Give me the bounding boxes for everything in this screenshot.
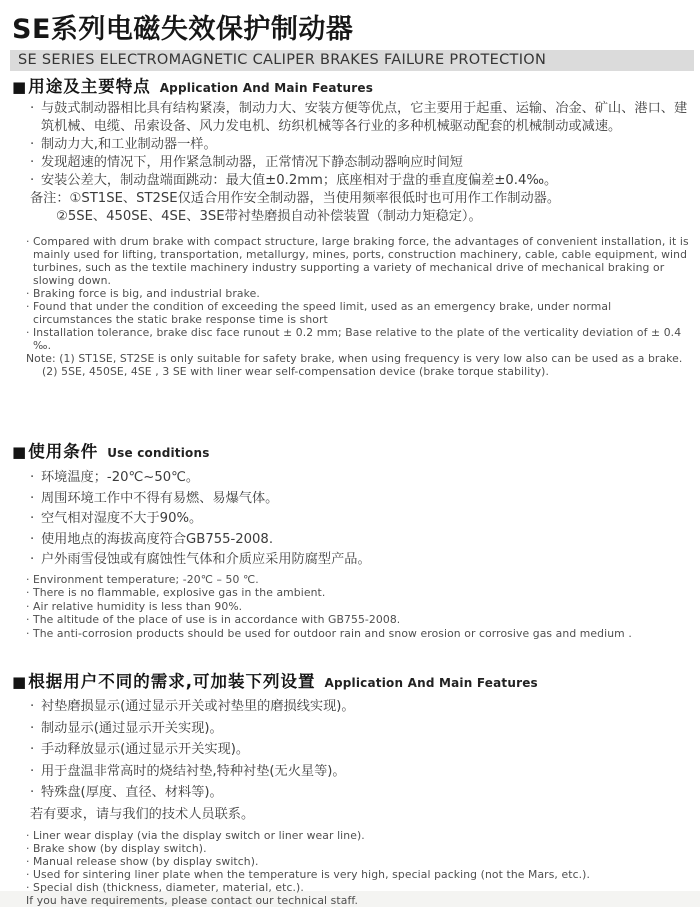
bullet-dot: · (30, 720, 35, 736)
list-item: · 用于盘温非常高时的烧结衬垫,特种衬垫(无火星等)。 (30, 761, 690, 783)
section-title-cn: 用途及主要特点 (28, 77, 151, 96)
page-subtitle: SE SERIES ELECTROMAGNETIC CALIPER BRAKES FAILURE PROTECTION (10, 50, 694, 71)
list-item: · 制动力大,和工业制动器一样。 (30, 137, 217, 152)
list-item: · Special dish (thickness, diameter, material, etc.). (26, 881, 304, 894)
page-title: SE系列电磁失效保护制动器 (12, 14, 354, 45)
list-item: · Environment temperature; -20℃ – 50 ℃. (26, 572, 259, 586)
section-marker-icon: ■ (12, 78, 27, 96)
section2-cn-list (30, 468, 690, 571)
bullet-dot: · (26, 881, 30, 894)
list-item: · 户外雨雪侵蚀或有腐蚀性气体和介质应采用防腐型产品。 (30, 550, 690, 571)
bullet-dot: · (26, 572, 30, 586)
section-header-application (12, 77, 690, 97)
list-item: · 空气相对湿度不大于90%。 (30, 509, 690, 530)
list-item: · The altitude of the place of use is in accordance with GB755-2008. (26, 613, 401, 626)
section1-cn-list (30, 100, 690, 226)
list-item: · Brake show (by display switch). (26, 842, 207, 855)
bullet-dot: · (26, 300, 30, 313)
list-item: · 发现超速的情况下，用作紧急制动器，正常情况下静态制动器响应时间短 (30, 155, 463, 170)
list-item: · 手动释放显示(通过显示开关实现)。 (30, 739, 690, 761)
bullet-dot: · (26, 287, 30, 300)
section-title-cn: 根据用户不同的需求,可加装下列设置 (28, 672, 316, 691)
list-item: · Compared with drum brake with compact structure, large braking force, the advantages of convenient installation, it is mainly used for lifting, transportation, metallurgy, mines, ports, construction machinery, cable, cable equipment, wind turbines, such as the textile machinery industry supporting a variety of mechanical drive of mechanical braking or slowing down. (26, 235, 689, 287)
list-item: · Found that under the condition of exceeding the speed limit, used as an emergency brake, under normal circumstances the static brake response time is short (26, 300, 612, 326)
section3-cn-list (30, 696, 690, 825)
list-item-note: If you have requirements, please contact our technical staff. (26, 894, 358, 907)
list-item: · 环境温度；-20℃~50℃。 (30, 468, 690, 489)
list-item: · 周围环境工作中不得有易燃、易爆气体。 (30, 489, 690, 510)
bullet-dot: · (26, 626, 30, 640)
bullet-dot: · (30, 742, 35, 757)
bullet-dot: · (26, 599, 30, 613)
section-title-en: Use conditions (107, 446, 210, 460)
section-title-cn: 使用条件 (28, 442, 99, 461)
list-item: · The anti-corrosion products should be used for outdoor rain and snow erosion or corrosive gas and medium . (26, 626, 632, 640)
list-item: · 衬垫磨损显示(通过显示开关或衬垫里的磨损线实现)。 (30, 696, 690, 718)
bullet-dot: · (30, 490, 35, 506)
list-item: · 与鼓式制动器相比具有结构紧凑，制动力大、安装方便等优点，它主要用于起重、运输、冶金、矿山、港口、建筑机械、电缆、吊索设备、风力发电机、纺织机械等各行业的多种机械驱动配套的机械制动或减速。 (30, 101, 688, 134)
section-header-optional-settings (12, 672, 690, 692)
bullet-dot: · (30, 531, 35, 547)
list-item: · Used for sintering liner plate when the temperature is very high, special packing (not the Mars, etc.). (26, 868, 590, 881)
section1-en-list (26, 235, 690, 378)
list-item: · 使用地点的海拔高度符合GB755-2008. (30, 530, 690, 551)
bullet-dot: · (30, 552, 35, 567)
bullet-dot: · (26, 326, 30, 339)
list-item-note: 备注：①ST1SE、ST2SE仅适合用作安全制动器，当使用频率很低时也可用作工作制动器。 (30, 191, 561, 206)
section-header-use-conditions (12, 442, 690, 462)
bullet-dot: · (26, 855, 30, 868)
bullet-dot: · (30, 511, 35, 526)
bullet-dot: · (26, 586, 30, 599)
bullet-dot: · (30, 101, 35, 116)
bullet-dot: · (26, 613, 30, 626)
list-item: · 特殊盘(厚度、直径、材料等)。 (30, 782, 690, 804)
list-item-note: ②5SE、450SE、4SE、3SE带衬垫磨损自动补偿装置（制动力矩稳定）。 (56, 209, 482, 224)
bullet-dot: · (30, 137, 35, 152)
list-item: · Manual release show (by display switch). (26, 855, 259, 868)
list-item-note: (2) 5SE, 450SE, 4SE , 3 SE with liner wear self-compensation device (brake torque stability). (42, 365, 550, 378)
section-title-en: Application And Main Features (324, 676, 538, 690)
list-item: · There is no flammable, explosive gas in the ambient. (26, 586, 326, 599)
section-title-en: Application And Main Features (159, 81, 374, 95)
list-item: · 安装公差大，制动盘端面跳动：最大值±0.2mm；底座相对于盘的垂直度偏差±0.4‰。 (30, 173, 558, 188)
bullet-dot: · (26, 829, 30, 842)
list-item-note: 若有要求，请与我们的技术人员联系。 (30, 806, 255, 822)
bullet-dot: · (26, 842, 30, 855)
list-item: · Liner wear display (via the display switch or liner wear line). (26, 829, 365, 842)
bullet-dot: · (30, 155, 35, 170)
list-item: · Air relative humidity is less than 90%. (26, 599, 243, 613)
bullet-dot: · (30, 699, 35, 714)
bullet-dot: · (30, 173, 35, 188)
section-marker-icon: ■ (12, 673, 27, 691)
section3-en-list (26, 829, 690, 907)
list-item: · 制动显示(通过显示开关实现)。 (30, 718, 690, 740)
list-item-note: Note: (1) ST1SE, ST2SE is only suitable for safety brake, when using frequency is very low also can be used as a brake. (26, 352, 683, 365)
list-item: · Braking force is big, and industrial brake. (26, 287, 260, 300)
section2-en-list (26, 573, 690, 641)
bullet-dot: · (26, 235, 30, 248)
bullet-dot: · (30, 763, 35, 779)
section-marker-icon: ■ (12, 443, 27, 461)
bullet-dot: · (30, 470, 35, 485)
bullet-dot: · (30, 785, 35, 800)
bullet-dot: · (26, 868, 30, 881)
list-item: · Installation tolerance, brake disc face runout ± 0.2 mm; Base relative to the plate of the verticality deviation of ± 0.4 ‰. (26, 326, 682, 352)
